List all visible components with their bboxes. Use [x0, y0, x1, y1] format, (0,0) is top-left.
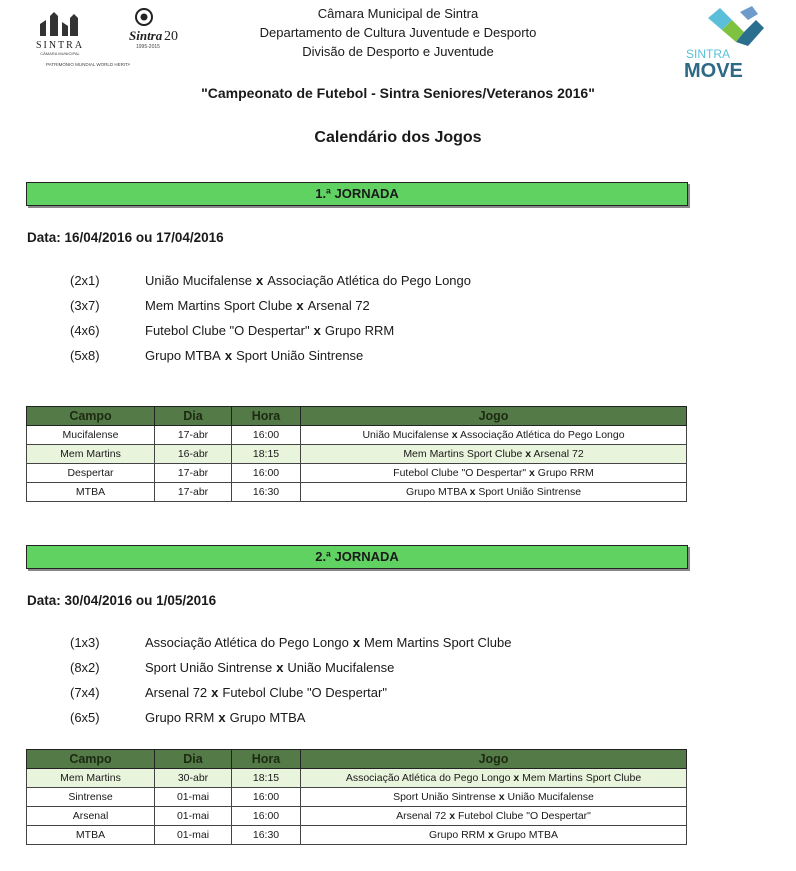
table-row: Despertar 17-abr 16:00 Futebol Clube "O Despertar" x Grupo RRM	[27, 464, 687, 483]
svg-text:SINTRA: SINTRA	[686, 47, 731, 61]
svg-text:PATRIMÓNIO MUNDIAL WORLD HERIT: PATRIMÓNIO MUNDIAL WORLD HERITAGE	[46, 62, 130, 67]
header-address	[0, 4, 796, 61]
svg-text:SINTRA: SINTRA	[35, 40, 85, 51]
header-line-1: Câmara Municipal de Sintra	[317, 6, 479, 21]
table-row: Mucifalense 17-abr 16:00 União Mucifalense x Associação Atlética do Pego Longo	[27, 426, 687, 445]
svg-text:Sintra: Sintra	[129, 28, 163, 43]
round-2-title: 2.ª JORNADA	[26, 545, 688, 569]
header-dia: Dia	[155, 407, 232, 426]
match-item: (7x4) Arsenal 72 x Futebol Clube "O Despertar"	[70, 685, 387, 700]
header-campo: Campo	[27, 750, 155, 769]
round-1-title: 1.ª JORNADA	[26, 182, 688, 206]
match-item: (3x7) Mem Martins Sport Clube x Arsenal 72	[70, 298, 370, 313]
table-row: Mem Martins 30-abr 18:15 Associação Atlética do Pego Longo x Mem Martins Sport Clube	[27, 769, 687, 788]
header-hora: Hora	[232, 407, 301, 426]
round-1-schedule-table	[26, 406, 687, 502]
header-dia: Dia	[155, 750, 232, 769]
table-header-row	[27, 750, 687, 769]
calendar-subtitle: Calendário dos Jogos	[314, 129, 482, 146]
table-row: Sintrense 01-mai 16:00 Sport União Sintrense x União Mucifalense	[27, 788, 687, 807]
match-item: (4x6) Futebol Clube "O Despertar" x Grupo RRM	[70, 323, 395, 338]
championship-title: "Campeonato de Futebol - Sintra Seniores/Veteranos 2016"	[201, 85, 595, 101]
table-header-row	[27, 407, 687, 426]
header-jogo: Jogo	[301, 750, 687, 769]
svg-text:CÂMARA MUNICIPAL: CÂMARA MUNICIPAL	[40, 51, 80, 56]
table-row: MTBA 01-mai 16:30 Grupo RRM x Grupo MTBA	[27, 826, 687, 845]
round-2-schedule-table	[26, 749, 687, 845]
table-row: MTBA 17-abr 16:30 Grupo MTBA x Sport União Sintrense	[27, 483, 687, 502]
round-2-date: Data: 30/04/2016 ou 1/05/2016	[27, 593, 217, 608]
header-hora: Hora	[232, 750, 301, 769]
round-1-date: Data: 16/04/2016 ou 17/04/2016	[27, 230, 224, 245]
svg-text:20: 20	[164, 29, 178, 44]
header-line-3: Divisão de Desporto e Juventude	[302, 44, 494, 59]
match-item: (6x5) Grupo RRM x Grupo MTBA	[70, 710, 306, 725]
svg-text:1995-2015: 1995-2015	[136, 44, 160, 50]
svg-text:MOVE: MOVE	[684, 60, 743, 82]
match-item: (1x3) Associação Atlética do Pego Longo x Mem Martins Sport Clube	[70, 635, 512, 650]
header-line-2: Departamento de Cultura Juventude e Desporto	[259, 25, 537, 40]
table-row: Mem Martins 16-abr 18:15 Mem Martins Sport Clube x Arsenal 72	[27, 445, 687, 464]
match-item: (8x2) Sport União Sintrense x União Mucifalense	[70, 660, 395, 675]
header-campo: Campo	[27, 407, 155, 426]
match-item: (2x1) União Mucifalense x Associação Atlética do Pego Longo	[70, 273, 471, 288]
header-jogo: Jogo	[301, 407, 687, 426]
match-item: (5x8) Grupo MTBA x Sport União Sintrense	[70, 348, 364, 363]
table-row: Arsenal 01-mai 16:00 Arsenal 72 x Futebol Clube "O Despertar"	[27, 807, 687, 826]
